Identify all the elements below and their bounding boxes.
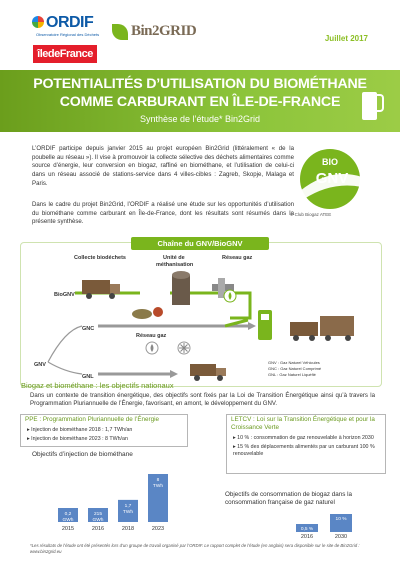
- ordif-logo-text: ORDIF: [46, 14, 94, 31]
- title-banner: [0, 70, 400, 132]
- snowflake-icon: [178, 342, 190, 354]
- garbage-truck-icon: [82, 280, 120, 299]
- tick-label-2015: 2015: [61, 526, 75, 532]
- letcv-box: [226, 414, 386, 474]
- subtitle: Synthèse de l’étude* Bin2Grid: [139, 114, 261, 124]
- gnl-label: GNL: [82, 374, 94, 380]
- bar-label-2015: 0,2: [64, 512, 72, 517]
- flame-icon: [224, 290, 236, 302]
- ppe-item-1: ▸ Injection de biométhane 2018 : 1,7 TWh/an: [27, 427, 133, 433]
- tick2-label-2030: 2030: [334, 534, 348, 538]
- tick-label-2016: 2016: [91, 526, 105, 532]
- letcv-item-1: ▸ 10 % : consommation de gaz renouvelable à horizon 2030: [233, 435, 374, 441]
- ordif-logo-subtitle: Observatoire Régional des Déchets: [36, 32, 100, 37]
- intro-paragraph-2: Dans le cadre du projet Bin2Grid, l’ORDIF a réalisé une étude sur les opportunités d’utilisation du biométhane comme carburant en Île-de-France, dont les résultats sont résumés dans la présente synthèse.: [32, 201, 294, 226]
- chart1-title: Objectifs d’injection de biométhane: [32, 451, 133, 458]
- legend-gnc: GNC : Gaz Naturel Comprimé: [268, 366, 322, 371]
- tick-label-2023: 2023: [151, 526, 165, 532]
- title-line-1: POTENTIALITÉS D’UTILISATION DU BIOMÉTHANE: [33, 76, 367, 92]
- intro-paragraph-1: L’ORDIF participe depuis janvier 2015 au projet européen Bin2Grid (littéralement « de la poubelle au réseau »). Il vise à promouvoir la collecte sélective des déchets alimentaires comme source d’énergie, leur conversion en biogaz, raffiné en biométhane, et l’utilisation de celui-ci dans un réseau associé de stations-service dans 4 villes-cibles : Zagreb, Skopje, Malaga et Paris.: [32, 145, 294, 187]
- ppe-title: PPE : Programmation Pluriannuelle de l’Énergie: [25, 416, 160, 423]
- bar-label-2023: 8: [156, 478, 160, 483]
- ordif-logo: [32, 14, 100, 40]
- ppe-item-2: ▸ Injection de biométhane 2023 : 8 TWh/an: [27, 436, 128, 442]
- flame-icon-gnc: [146, 342, 158, 354]
- legend-gnl: GNL : Gaz Naturel Liquéfié: [268, 372, 316, 377]
- bar-label-2016: GWh: [92, 518, 104, 523]
- fuel-pump-icon: [362, 88, 386, 122]
- gnv-label: GNV: [34, 362, 46, 368]
- biognv-label: BioGNV: [54, 292, 75, 298]
- footer-note: *Les résultats de l’étude ont été présentés lors d’un groupe de travail organisé par l’ORDIF. Le rapport complet de l’étude (en anglais) sera disponible sur le site de Bin2Grid : www.bin2grid.eu: [30, 543, 360, 554]
- vehicles-icon: [290, 316, 354, 341]
- bin2grid-logo: [112, 22, 212, 44]
- leaf-icon: [112, 24, 128, 40]
- chain-diagram: [20, 250, 382, 385]
- unit-label-line-1: Unité de: [163, 255, 185, 261]
- bar2-label-2016: 0,5 %: [300, 527, 314, 532]
- consumption-chart: [280, 508, 370, 538]
- bio-gnv-logo-gnv: GNV: [315, 170, 349, 187]
- objectives-paragraph: Dans un contexte de transition énergétique, des objectifs sont fixés par la Loi de Transition Énergétique ainsi qu’à travers la Programmation Pluriannuelle de l’Énergie, favorisant, en amont, le développement du GNV.: [30, 392, 375, 408]
- bar-label-2015: GWh: [62, 518, 74, 523]
- iledefrance-logo: îledeFrance: [33, 45, 97, 63]
- ppe-box: [20, 414, 188, 447]
- publication-date: Juillet 2017: [324, 34, 368, 43]
- network-label: Réseau gaz: [222, 255, 253, 261]
- bin2grid-logo-text: Bin2GRID: [131, 23, 197, 39]
- letcv-item-2: ▸ 15 % des déplacements alimentés par un carburant 100 % renouvelable: [233, 444, 375, 457]
- injection-chart: [28, 460, 188, 532]
- tick2-label-2016: 2016: [300, 534, 314, 538]
- title-line-2: COMME CARBURANT EN ÎLE-DE-FRANCE: [59, 94, 341, 110]
- unit-label-line-2: méthanisation: [156, 262, 194, 268]
- bar-label-2018: TWh: [122, 509, 134, 515]
- ordif-mark-icon: [32, 16, 44, 28]
- letcv-title: LETCV : Loi sur la Transition Énergétique et pour la Croissance Verte: [231, 416, 375, 431]
- gas-station-icon: [258, 310, 272, 340]
- network-label-2: Réseau gaz: [136, 333, 167, 339]
- bio-gnv-logo: [292, 147, 368, 211]
- chain-title: Chaîne du GNV/BioGNV: [131, 237, 269, 250]
- lng-truck-icon: [190, 364, 226, 381]
- logo-credit: © Club Biogaz ATEE: [290, 212, 332, 217]
- legend-gnv: GNV : Gaz Naturel Véhicules: [268, 360, 320, 365]
- chart2-title: Objectifs de consommation de biogaz dans la consommation française de gaz naturel: [225, 491, 353, 506]
- gnc-label: GNC: [82, 326, 95, 332]
- bar2-label-2030: 10 %: [335, 517, 347, 522]
- collect-label: Collecte biodéchets: [74, 255, 126, 261]
- bio-gnv-logo-bio: BIO: [321, 157, 339, 167]
- tick-label-2018: 2018: [121, 526, 135, 532]
- biowaste-icon: [132, 307, 163, 319]
- bar-label-2018: 1,7: [124, 503, 132, 509]
- section-title: Biogaz et biométhane : les objectifs nationaux: [21, 381, 174, 390]
- bar-label-2023: TWh: [152, 484, 164, 489]
- methanisation-unit-icon: [172, 271, 190, 305]
- bar-label-2016: 215: [93, 512, 103, 517]
